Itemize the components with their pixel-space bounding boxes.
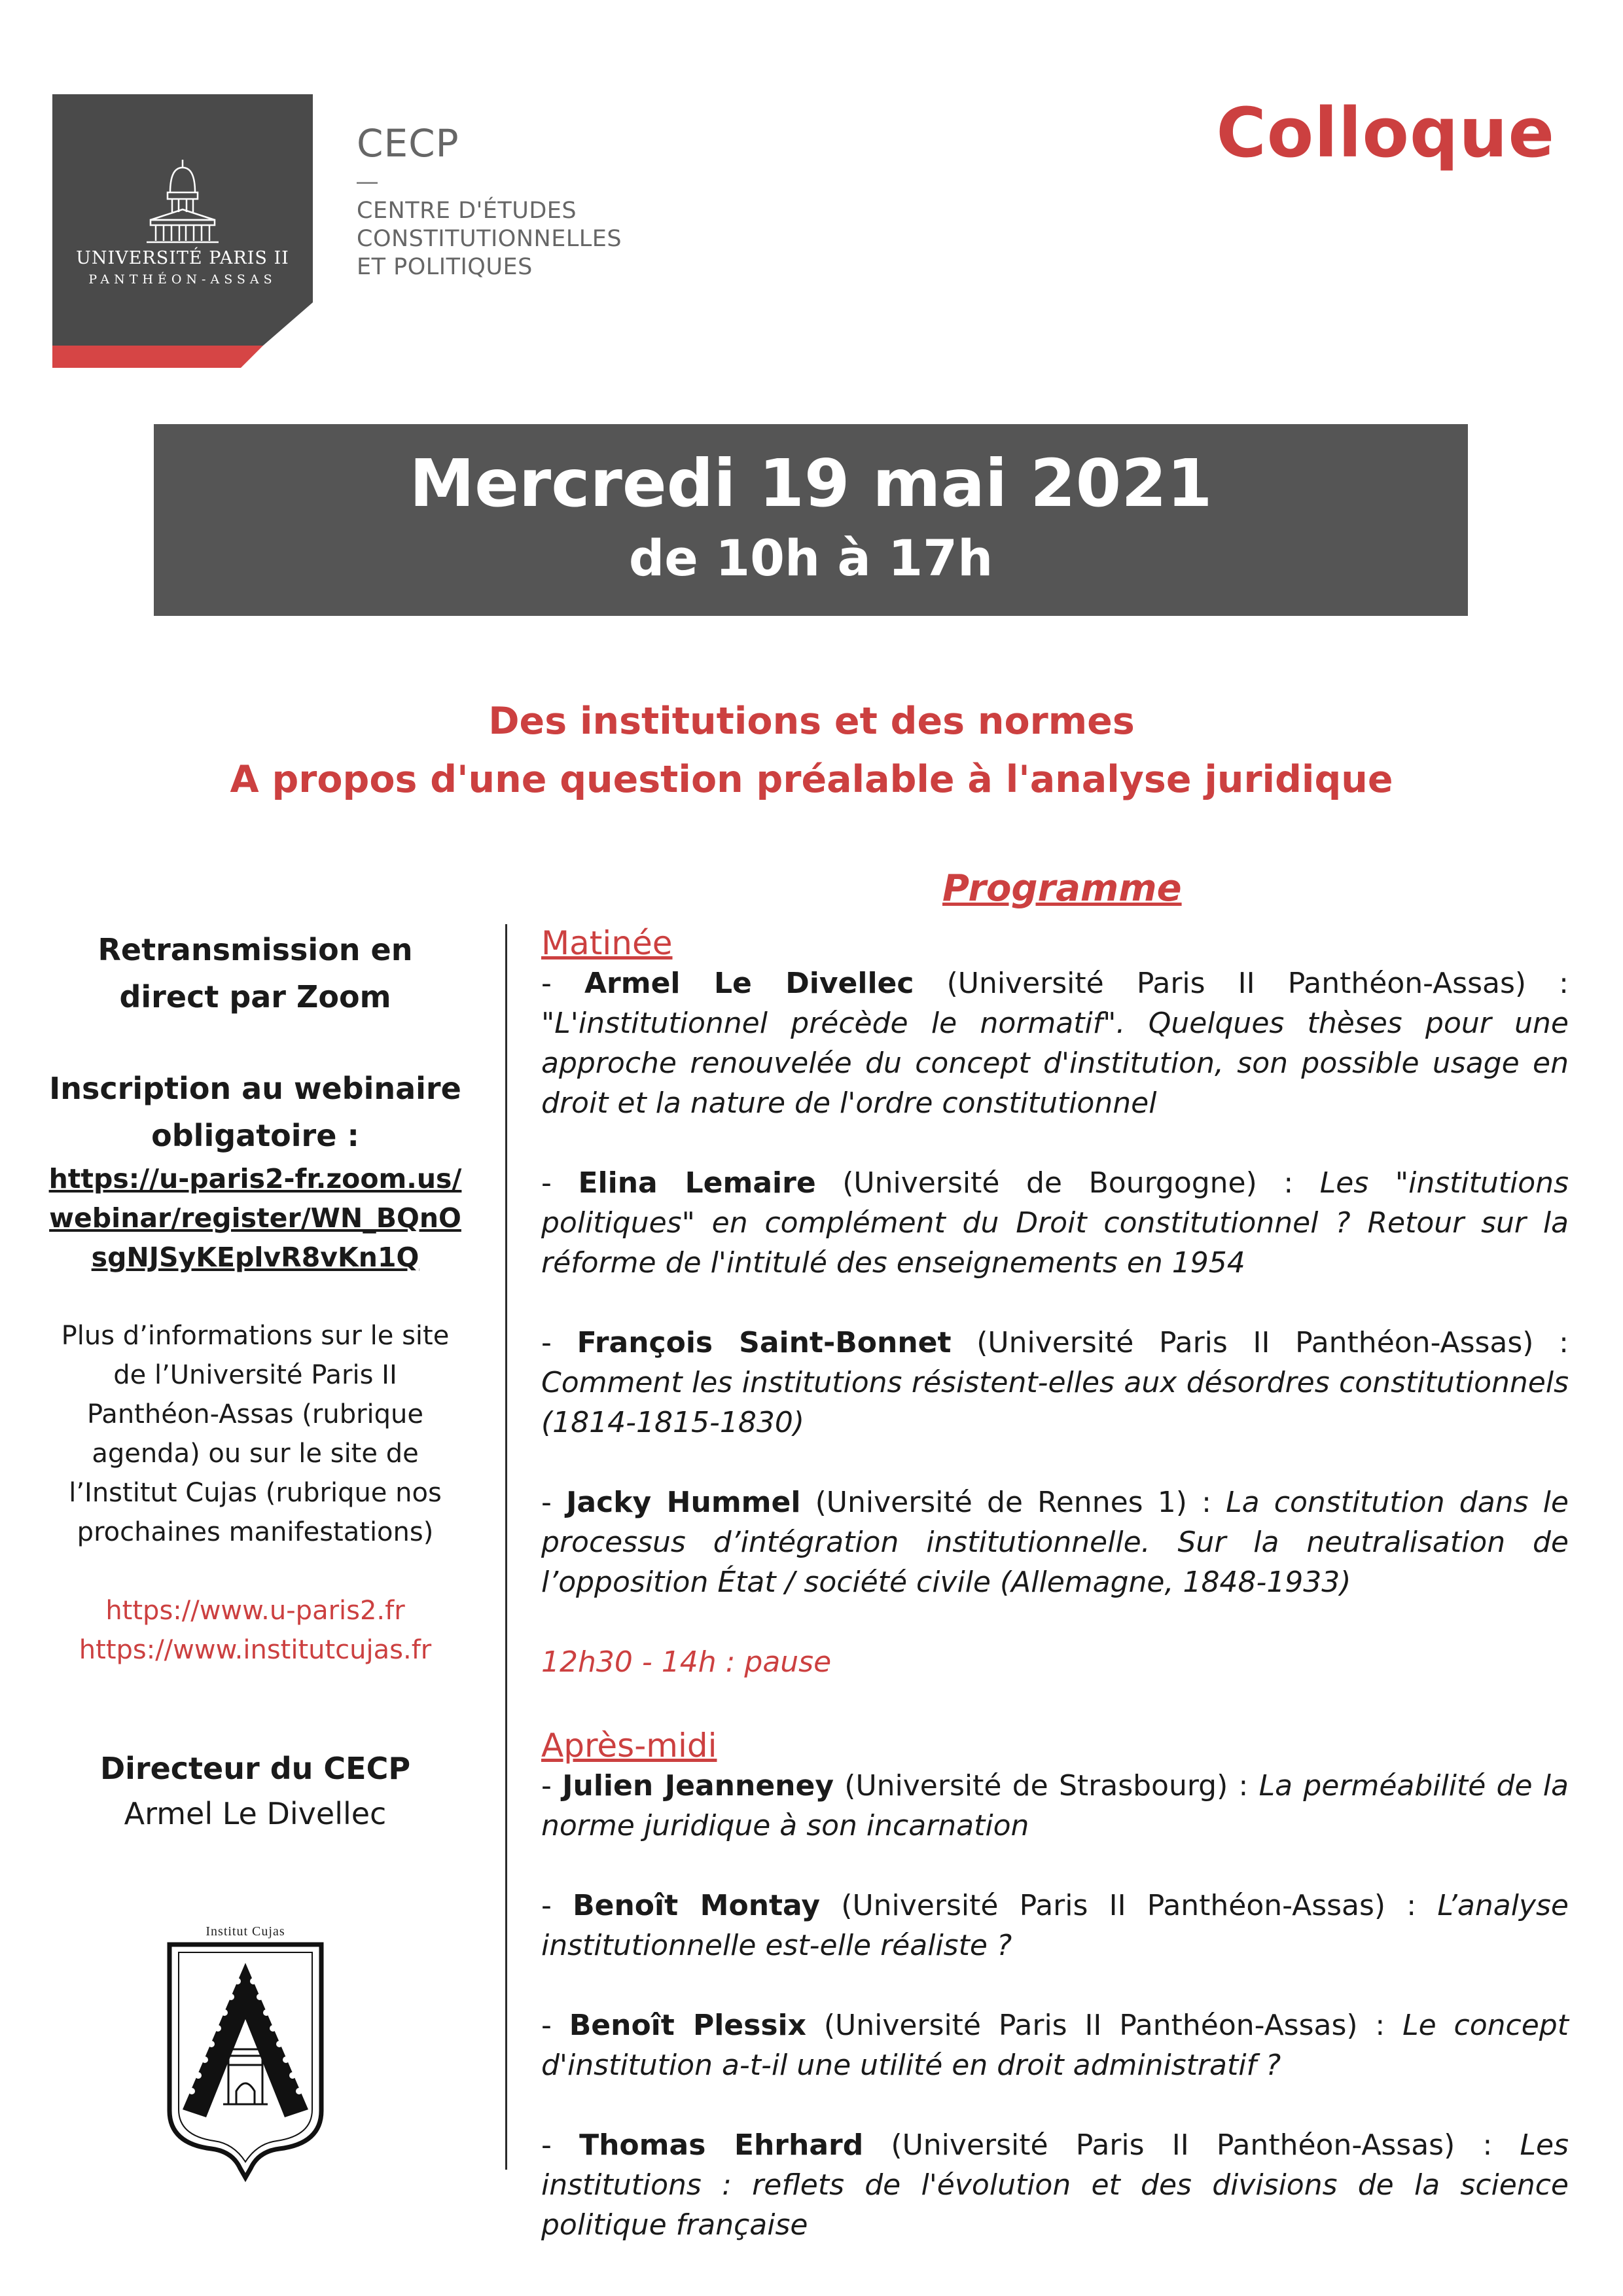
speaker-affiliation: (Université Paris II Panthéon-Assas) : [951, 1326, 1569, 1359]
cecp-subtitle-line: CENTRE D'ÉTUDES [357, 198, 577, 224]
info-line: Panthéon-Assas (rubrique [86, 1399, 424, 1429]
director-name: Armel Le Divellec [124, 1796, 387, 1831]
speaker-name: Benoît Montay [573, 1889, 821, 1922]
speaker-affiliation: (Université Paris II Panthéon-Assas) : [914, 967, 1569, 1000]
talk-item: - Benoît Montay (Université Paris II Panthéon-Assas) : L’analyse institutionnelle est-elle réaliste ? [541, 1889, 1569, 1962]
speaker-affiliation: (Université Paris II Panthéon-Assas) : [863, 2128, 1520, 2162]
info-line: prochaines manifestations) [77, 1517, 434, 1547]
cecp-subtitle-line: CONSTITUTIONNELLES [357, 226, 622, 252]
talk-title: L’analyse institutionnelle est-elle réaliste ? [541, 1889, 1569, 1962]
talk-item: - Jacky Hummel (Université de Rennes 1) : La constitution dans le processus d’intégration institutionnelle. Sur la neutralisation de l’opposition État / société civile (Allemagne, 1848-1933) [541, 1486, 1569, 1599]
event-hours: de 10h à 17h [628, 529, 993, 587]
talk-item: - Benoît Plessix (Université Paris II Panthéon-Assas) : Le concept d'institution a-t-il une utilité en droit administratif ? [541, 2009, 1569, 2082]
cecp-subtitle-line: ET POLITIQUES [357, 254, 533, 280]
registration-line: Inscription au webinaire [49, 1071, 461, 1106]
speaker-affiliation: (Université Paris II Panthéon-Assas) : [820, 1889, 1438, 1922]
lunch-pause: 12h30 - 14h : pause [541, 1645, 832, 1679]
speaker-name: Armel Le Divellec [584, 967, 914, 1000]
cecp-block [357, 121, 622, 281]
institut-cujas-logo [160, 1921, 330, 2183]
university-name: UNIVERSITÉ PARIS II [76, 248, 289, 268]
university-logo-shape [52, 94, 313, 368]
speaker-name: Benoît Plessix [569, 2009, 806, 2042]
talk-title: Comment les institutions résistent-elles aux désordres constitutionnels (1814-1815-1830) [541, 1366, 1569, 1439]
talk-title: Les institutions : reflets de l'évolution et des divisions de la science politique française [541, 2128, 1569, 2242]
cecp-title: CECP [357, 121, 459, 166]
university-subname: PANTHÉON-ASSAS [88, 272, 277, 287]
column-divider [505, 924, 507, 2170]
speaker-name: Thomas Ehrhard [579, 2128, 864, 2162]
cujas-shield-icon [160, 1921, 330, 2183]
event-subtitle [0, 692, 1623, 809]
talk-item: - Elina Lemaire (Université de Bourgogne) : Les "institutions politiques" en complément du Droit constitutionnel ? Retour sur la réforme de l'intitulé des enseignements en 1954 [541, 1166, 1569, 1280]
info-line: de l’Université Paris II [113, 1360, 397, 1390]
speaker-affiliation: (Université Paris II Panthéon-Assas) : [806, 2009, 1403, 2042]
talk-item: - Julien Jeanneney (Université de Strasbourg) : La perméabilité de la norme juridique à son incarnation [541, 1769, 1569, 1842]
talk-title: La perméabilité de la norme juridique à son incarnation [541, 1769, 1569, 1842]
date-banner [154, 424, 1468, 616]
speaker-affiliation: (Université de Bourgogne) : [815, 1166, 1320, 1200]
zoom-registration-link[interactable]: https://u-paris2-fr.zoom.us/ [48, 1163, 462, 1194]
info-line: l’Institut Cujas (rubrique nos [69, 1478, 442, 1508]
talk-item: - François Saint-Bonnet (Université Paris II Panthéon-Assas) : Comment les institutions résistent-elles aux désordres constitutionnels (1814-1815-1830) [541, 1326, 1569, 1439]
speaker-affiliation: (Université de Rennes 1) : [800, 1486, 1226, 1519]
cecp-dash [357, 182, 378, 184]
talk-title: Les "institutions politiques" en complément du Droit constitutionnel ? Retour sur la réforme de l'intitulé des enseignements en 1954 [541, 1166, 1569, 1280]
afternoon-section-title: Après-midi [541, 1727, 717, 1765]
subtitle-line-2: A propos d'une question préalable à l'analyse juridique [230, 758, 1393, 801]
speaker-affiliation: (Université de Strasbourg) : [834, 1769, 1259, 1803]
director-label: Directeur du CECP [99, 1751, 411, 1786]
cujas-website-link[interactable]: https://www.institutcujas.fr [79, 1635, 432, 1665]
zoom-registration-link[interactable]: sgNJSyKEplvR8vKn1Q [91, 1242, 419, 1273]
registration-line: obligatoire : [151, 1118, 359, 1153]
left-column [39, 926, 471, 1836]
programme-title: Programme [942, 867, 1182, 910]
talk-title: "L'institutionnel précède le normatif". Quelques thèses pour une approche renouvelée du concept d'institution, son possible usage en droit et la nature de l'ordre constitutionnel [541, 1007, 1569, 1120]
speaker-name: François Saint-Bonnet [577, 1326, 952, 1359]
speaker-name: Jacky Hummel [566, 1486, 801, 1519]
event-type-heading: Colloque [1216, 93, 1555, 173]
broadcast-line: Retransmission en [98, 932, 413, 967]
cujas-label: Institut Cujas [205, 1924, 285, 1939]
programme-column [541, 923, 1569, 2245]
event-date: Mercredi 19 mai 2021 [409, 445, 1213, 522]
speaker-name: Julien Jeanneney [562, 1769, 834, 1803]
university-logo [52, 94, 313, 368]
university-website-link[interactable]: https://www.u-paris2.fr [105, 1596, 405, 1626]
talk-title: La constitution dans le processus d’intégration institutionnelle. Sur la neutralisation de l’opposition État / société civile (Allemagne, 1848-1933) [541, 1486, 1569, 1599]
talk-title: Le concept d'institution a-t-il une utilité en droit administratif ? [541, 2009, 1569, 2082]
subtitle-line-1: Des institutions et des normes [488, 700, 1135, 743]
morning-section-title: Matinée [541, 924, 673, 962]
speaker-name: Elina Lemaire [578, 1166, 816, 1200]
info-line: agenda) ou sur le site de [92, 1439, 419, 1469]
broadcast-line: direct par Zoom [119, 979, 391, 1014]
talk-item: - Thomas Ehrhard (Université Paris II Panthéon-Assas) : Les institutions : reflets de l'évolution et des divisions de la science politique française [541, 2128, 1569, 2242]
zoom-registration-link[interactable]: webinar/register/WN_BQnO [49, 1202, 461, 1234]
talk-item: - Armel Le Divellec (Université Paris II Panthéon-Assas) : "L'institutionnel précède le normatif". Quelques thèses pour une approche renouvelée du concept d'institution, son possible usage en droit et la nature de l'ordre constitutionnel [541, 967, 1569, 1120]
info-line: Plus d’informations sur le site [61, 1321, 450, 1351]
